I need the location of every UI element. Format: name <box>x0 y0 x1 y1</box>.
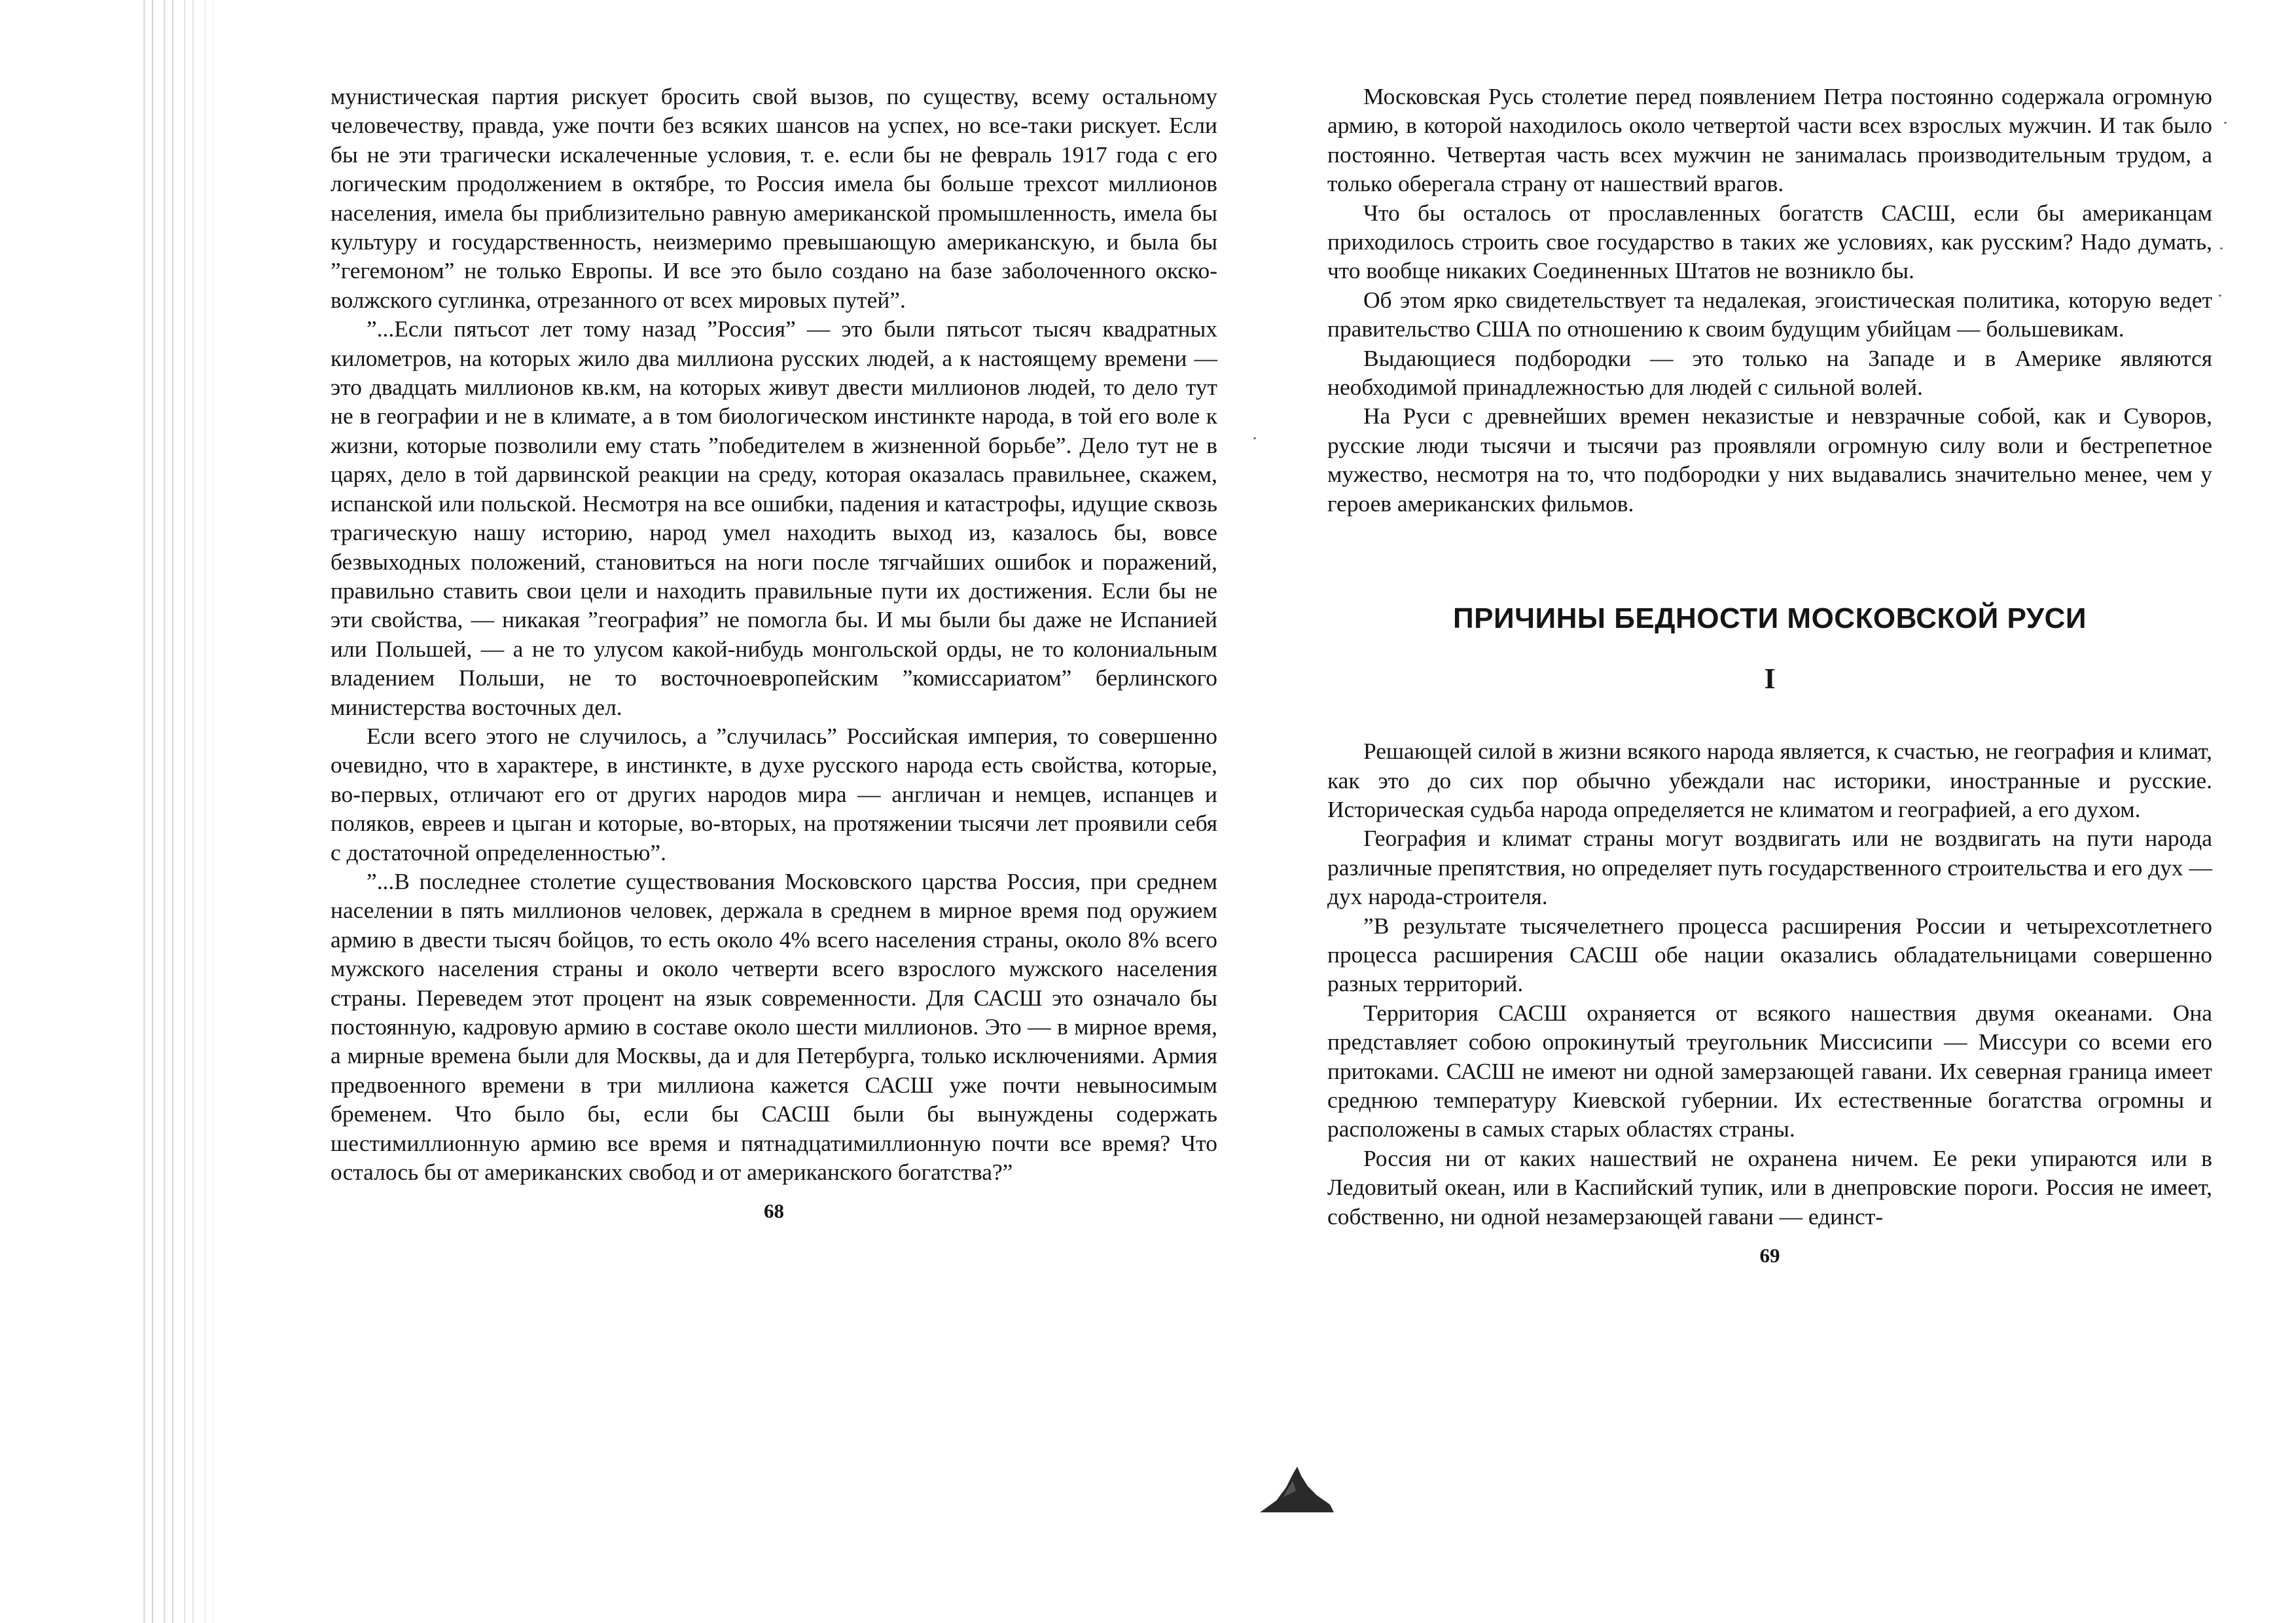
section-paragraph-2: География и климат страны могут воздвигать или не воздвигать на пути народа различные препятствия, но определяет путь государственного строительства и его дух — дух народа-строителя. <box>1327 825 2212 910</box>
section-paragraph-5: Россия ни от каких нашествий не охранена ничем. Ее реки упираются или в Ледовитый океан, или в Каспийский тупик, или в днепровские пороги. Россия не имеет, собственно, ни одной незамерзающей гавани — единст- <box>1327 1144 2212 1230</box>
section-paragraph-3: ”В результате тысячелетнего процесса расширения России и четырехсотлетнего процесса расширения САСШ обе нации оказались обладательницами совершенно разных территорий. <box>1327 912 2212 997</box>
right-page <box>1327 82 2212 1267</box>
scan-speck <box>2220 247 2223 249</box>
right-paragraph-4: Выдающиеся подбородки — это только на Западе и в Америке являются необходимой принадлежностью для людей с сильной волей. <box>1327 344 2212 401</box>
right-paragraph-3: Об этом ярко свидетельствует та недалекая, эгоистическая политика, которую ведет правительство США по отношению к своим будущим убийцам — большевикам. <box>1327 286 2212 342</box>
scan-speck <box>2224 122 2227 124</box>
left-page <box>331 82 1217 1223</box>
left-page-number: 68 <box>764 1199 784 1223</box>
left-paragraph-2: ”...Если пятьсот лет тому назад ”Россия” — это были пятьсот тысяч квадратных километров, на которых жило два миллиона русских людей, а к настоящему времени — это двадцать миллионов кв.км, на которых живут двести миллионов людей, то дело тут не в географии и не в климате, а в том биологическом инстинкте народа, в той его воле к жизни, которые позволили ему стать ”победителем в жизненной борьбе”. Дело тут не в царях, дело в той дарвинской реакции на среду, которая оказалась правильнее, скажем, испанской или польской. Несмотря на все ошибки, падения и катастрофы, идущие сквозь трагическую нашу историю, народ умел находить выход из, казалось бы, вовсе безвыходных положений, становиться на ноги после тягчайших ошибок и поражений, правильно ставить свои цели и находить правильные пути их достижения. Если бы не эти свойства, — никакая ”география” не помогла бы. И мы были бы даже не Испанией или Польшей, — а не то улусом какой-нибудь монгольской орды, не то колониальным владением Польши, не то восточноевропейским ”комиссариатом” берлинского министерства восточных дел. <box>331 316 1217 720</box>
left-paragraph-3: Если всего этого не случилось, а ”случилась” Российская империя, то совершенно очевидно, что в характере, в инстинкте, в духе русского народа есть свойства, которые, во-первых, отличают его от других народов мира — англичан и немцев, испанцев и поляков, евреев и цыган и которые, во-вторых, на протяжении тысячи лет проявили себя с достаточной определенностью”. <box>331 722 1217 866</box>
right-paragraph-1: Московская Русь столетие перед появлением Петра постоянно содержала огромную армию, в которой находилось около четвертой части всех взрослых мужчин. И так было постоянно. Четвертая часть всех мужчин не занималась производительным трудом, а только оберегала страну от нашествий врагов. <box>1327 83 2212 197</box>
right-page-number: 69 <box>1759 1244 1780 1267</box>
left-paragraph-4: ”...В последнее столетие существования Московского царства Россия, при среднем населении в пять миллионов человек, держала в среднем в мирное время под оружием армию в двести тысяч бойцов, то есть около 4% всего населения страны, около 8% всего мужского населения страны и около четверти всего взрослого мужского населения страны. Переведем этот процент на язык современности. Для САСШ это означало бы постоянную, кадровую армию в составе около шести миллионов. Это — в мирное время, а мирные времена были для Москвы, да и для Петербурга, только исключениями. Армия предвоенного времени в три миллиона кажется САСШ уже почти невыносимым бременем. Что было бы, если бы САСШ были бы вынуждены содержать шестимиллионную армию все время и пятнадцатимиллионную почти все время? Что осталось бы от американских свобод и от американского богатства?” <box>331 867 1217 1186</box>
ink-blot-mark <box>1257 1461 1335 1514</box>
binding-shadow <box>170 0 229 1623</box>
chapter-title: ПРИЧИНЫ БЕДНОСТИ МОСКОВСКОЙ РУСИ <box>1452 602 2087 635</box>
scan-speck <box>1253 437 1256 439</box>
section-numeral: I <box>1764 663 1776 695</box>
section-paragraph-4: Территория САСШ охраняется от всякого нашествия двумя океанами. Она представляет собою опрокинутый треугольник Миссисипи — Миссури со всеми его притоками. САСШ не имеют ни одной замерзающей гавани. Их северная граница имеет среднюю температуру Киевской губернии. Их естественные богатства огромны и расположены в самых старых областях страны. <box>1327 999 2212 1142</box>
section-paragraph-1: Решающей силой в жизни всякого народа является, к счастью, не география и климат, как это до сих пор обычно убеждали нас историки, иностранные и русские. Историческая судьба народа определяется не климатом и географией, а его духом. <box>1327 738 2212 822</box>
right-paragraph-5: На Руси с древнейших времен неказистые и невзрачные собой, как и Суворов, русские люди тысячи и тысячи раз проявляли огромную силу воли и бестрепетное мужество, несмотря на то, что подбородки у них выдавались значительно менее, чем у героев американских фильмов. <box>1327 403 2212 517</box>
left-paragraph-1: мунистическая партия рискует бросить свой вызов, по существу, всему остальному человечеству, правда, уже почти без всяких шансов на успех, но все-таки рискует. Если бы не эти трагически искалеченные условия, т. е. если бы не февраль 1917 года с его логическим продолжением в октябре, то Россия имела бы больше трехсот миллионов населения, имела бы приблизительно равную американской промышленность, имела бы культуру и государственность, неизмеримо превышающую американскую, и была бы ”гегемоном” не только Европы. И все это было создано на базе заболоченного окско-волжского суглинка, отрезанного от всех мировых путей”. <box>331 83 1217 313</box>
right-paragraph-2: Что бы осталось от прославленных богатств САСШ, если бы американцам приходилось строить свое государство в таких же условиях, как русским? Надо думать, что вообще никаких Соединенных Штатов не возникло бы. <box>1327 199 2212 284</box>
scan-speck <box>2219 295 2221 297</box>
